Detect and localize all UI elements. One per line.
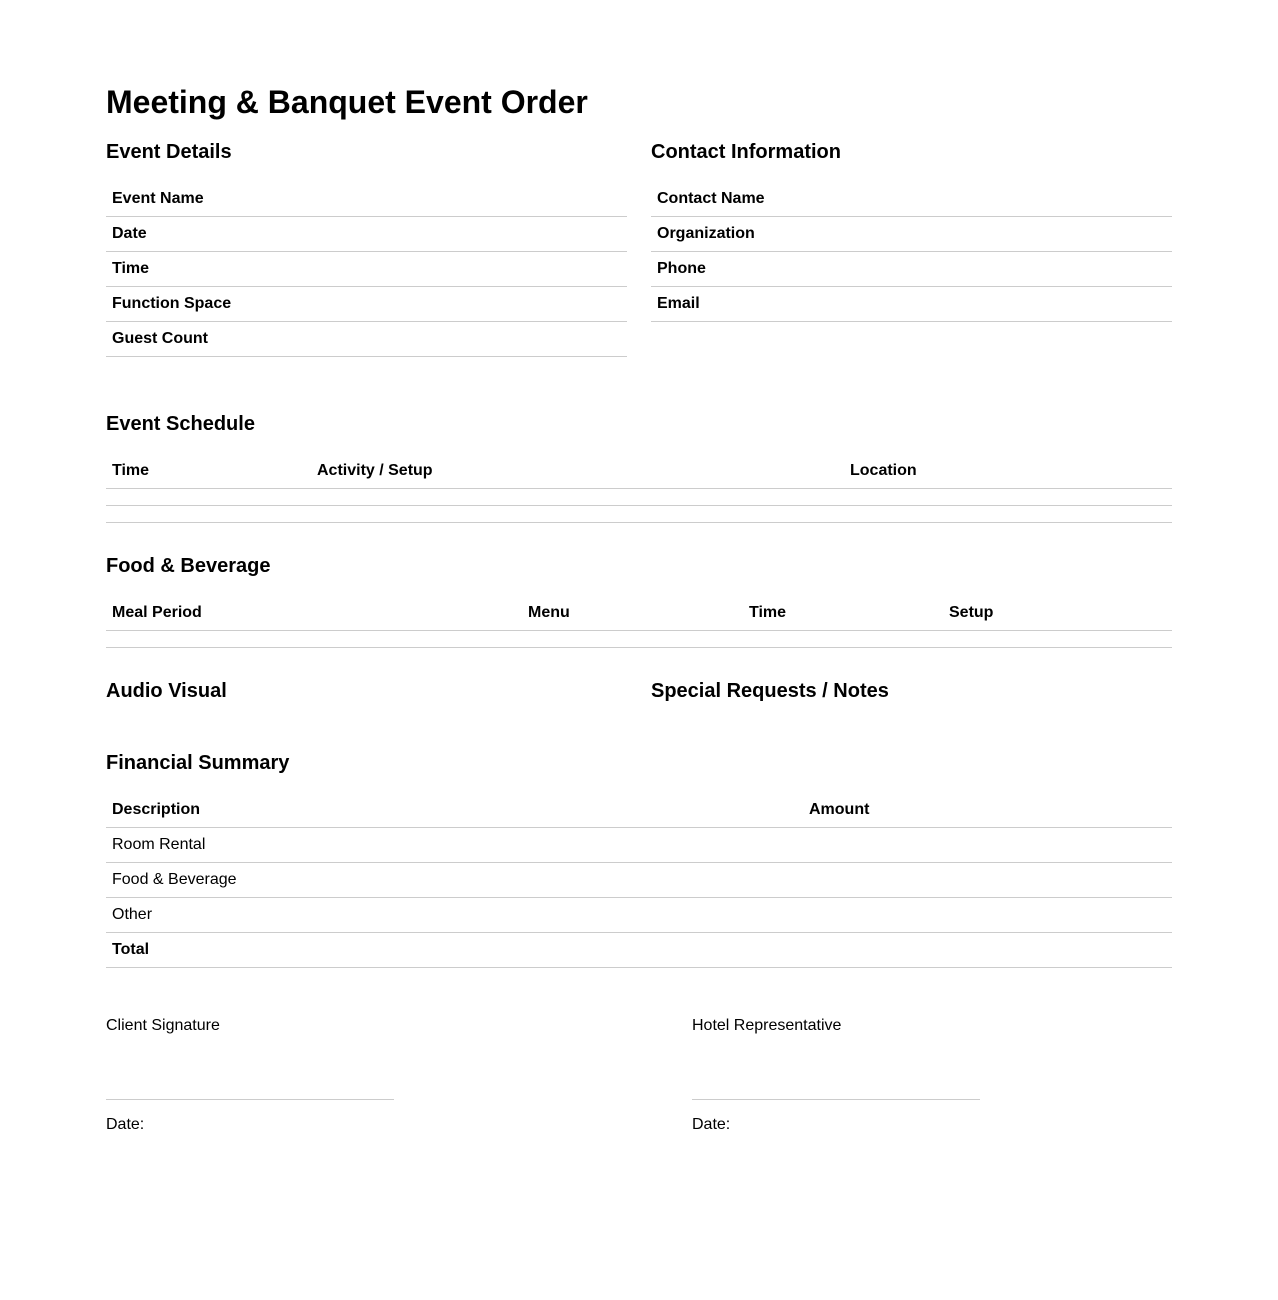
client-signature-line[interactable] [106,1099,394,1100]
column-header-time: Time [112,462,150,479]
column-header-location: Location [850,462,917,479]
financial-row-room-rental[interactable] [106,828,1172,863]
field-label: Email [657,295,700,312]
schedule-header-row [106,454,1172,489]
client-signature-label: Client Signature [106,1017,220,1034]
page-title: Meeting & Banquet Event Order [106,84,588,120]
special-requests-heading: Special Requests / Notes [651,680,889,702]
column-header-setup: Setup [949,604,994,621]
field-label: Organization [657,225,755,242]
hotel-date-label: Date: [692,1116,731,1133]
total-label: Total [112,941,150,958]
column-header-meal-period: Meal Period [112,604,202,621]
field-date[interactable] [106,217,627,252]
financial-row-food-beverage[interactable] [106,863,1172,898]
hotel-representative-label: Hotel Representative [692,1017,842,1034]
column-header-menu: Menu [528,604,570,621]
field-event-name[interactable] [106,182,627,217]
financial-summary-heading: Financial Summary [106,752,290,774]
food-beverage-header-row [106,596,1172,631]
contact-information-heading: Contact Information [651,141,841,163]
field-function-space[interactable] [106,287,627,322]
field-label: Guest Count [112,330,208,347]
field-label: Event Name [112,190,204,207]
financial-header-row [106,793,1172,828]
column-header-description: Description [112,801,201,818]
field-label: Contact Name [657,190,765,207]
food-beverage-heading: Food & Beverage [106,555,271,577]
event-schedule-heading: Event Schedule [106,413,255,435]
field-label: Phone [657,260,706,277]
field-phone[interactable] [651,252,1172,287]
event-details-heading: Event Details [106,141,232,163]
audio-visual-heading: Audio Visual [106,680,227,702]
hotel-signature-line[interactable] [692,1099,980,1100]
field-guest-count[interactable] [106,322,627,357]
column-header-time: Time [749,604,787,621]
field-label: Function Space [112,295,232,312]
client-date-label: Date: [106,1116,145,1133]
field-contact-name[interactable] [651,182,1172,217]
field-label: Date [112,225,147,242]
column-header-amount: Amount [809,801,870,818]
schedule-row[interactable] [106,489,1172,506]
field-organization[interactable] [651,217,1172,252]
food-beverage-row[interactable] [106,631,1172,648]
financial-row-other[interactable] [106,898,1172,933]
field-time[interactable] [106,252,627,287]
schedule-row[interactable] [106,506,1172,523]
column-header-activity: Activity / Setup [317,462,433,479]
financial-row-total[interactable] [106,933,1172,968]
row-label: Food & Beverage [112,871,237,888]
field-email[interactable] [651,287,1172,322]
row-label: Other [112,906,153,923]
field-label: Time [112,260,150,277]
row-label: Room Rental [112,836,206,853]
